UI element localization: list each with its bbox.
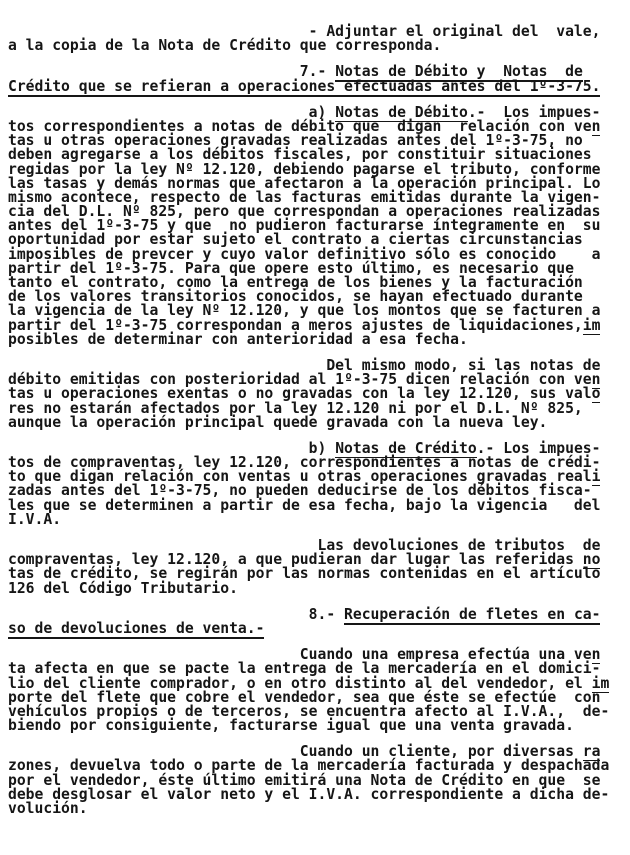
text-run: tas de crédito, se regirán por las normas contenidas en el artículo [8, 565, 601, 583]
text-run: oportunidad por estar sujeto el contrato a ciertas circunstancias [8, 231, 583, 249]
text-run: - Adjuntar el original del vale, [8, 23, 601, 40]
text-line [8, 413, 626, 431]
text-run: ta afecta en que se pacte la entrega de la mercadería en el domici- [8, 660, 601, 678]
underlined-text-run: Notas de Crédito [335, 439, 477, 457]
text-run: las tasas y demás normas que afectaron a la operación principal. Lo [8, 174, 601, 192]
text-line [8, 802, 626, 816]
text-run: debe desglosar el valor neto y el I.V.A. correspondiente a dicha de- [8, 785, 610, 803]
text-run: Las devoluciones de tributos de [8, 537, 601, 554]
text-run: zadas antes del 1º-3-75, no pueden deducirse de los débitos fisca- [8, 482, 592, 500]
text-run: regidas por la ley Nº 12.120, debiendo pagarse el tributo, conforme [8, 160, 601, 178]
text-run: .- Los impues- [476, 439, 601, 457]
underlined-text-run: Recuperación de fletes en ca- [344, 605, 601, 623]
underlined-text-run: ra [582, 743, 601, 761]
para-flete-venta-afecta [8, 648, 626, 733]
text-run: Cuando un cliente, por diversas [8, 743, 583, 761]
text-run: porte del flete que cobre el vendedor, sea que éste se efectúe con [8, 688, 601, 706]
para-devoluciones-tributos [8, 539, 626, 596]
text-run: lio del cliente comprador, o en otro distinto al del vendedor, el [8, 674, 592, 692]
text-run: 7.- [8, 63, 336, 81]
text-line [8, 510, 626, 528]
text-run: Cuando una empresa efectúa una ve [8, 646, 592, 664]
text-run: imposibles de prevcer y cuyo valor definitivo sólo es conocido a [8, 245, 601, 263]
underlined-text-run: Notas de Débito [335, 103, 468, 121]
text-run: biendo por consiguiente, facturarse igual que una venta gravada. [8, 717, 574, 735]
text-run: zones, devuelva todo o parte de la mercadería facturada y despachada [8, 757, 610, 775]
para-b-notas-de-credito [8, 439, 626, 528]
text-run: compraventas, ley 12.120, a que pudieran dar lugar las referidas [8, 551, 583, 569]
text-run: tos correspondientes a notas de débito que digan relación con ve [8, 117, 592, 135]
underlined-text-run: so de devoluciones de venta.- [8, 619, 265, 637]
text-run: tanto el contrato, como la entrega de los bienes y la facturación [8, 274, 583, 291]
underlined-text-run: n [591, 371, 601, 389]
document-body [8, 25, 626, 816]
underlined-text-run: Crédito que se refieran a operaciones efectuadas antes del 1º-3-75. [8, 77, 601, 95]
text-run: tas u operaciones exentas o no gravadas con la ley 12.120, sus val [8, 385, 592, 403]
text-run: tas u otras operaciones gravadas realizadas antes del 1º-3-75, no [8, 132, 583, 150]
text-run: les que se determinen a partir de esa fecha, bajo la vigencia del [8, 496, 601, 514]
underlined-text-run: no [582, 551, 601, 569]
text-run: vehículos propios o de terceros, se encuentra afecto al I.V.A., de- [8, 702, 610, 720]
para-devolucion-mercaderia [8, 745, 626, 816]
text-run: por el vendedor, éste último emitirá una Nota de Crédito en que se [8, 771, 601, 789]
para-adjuntar-original [8, 25, 626, 53]
text-run: deben agregarse a los débitos fiscales, por constituir situaciones [8, 146, 592, 164]
text-run: cia del D.L. Nº 825, pero que correspondan a operaciones realizadas [8, 203, 601, 221]
para-a-notas-de-debito [8, 103, 626, 348]
text-run: 8.- [8, 605, 345, 623]
text-run: .- Los impues- [467, 103, 601, 121]
text-run: débito emitidas con posterioridad al 1º-3-75 dicen relación con ve [8, 371, 592, 389]
text-line [8, 39, 626, 53]
underlined-text-run: im [582, 316, 601, 334]
text-run: Del mismo modo, si las notas de [8, 356, 601, 374]
text-run: partir del 1º-3-75. Para que opere esto último, es necesario que [8, 259, 574, 277]
text-run: tos de compraventas, ley 12.120, correspondientes a notas de crédi- [8, 454, 601, 472]
text-line [8, 719, 626, 733]
text-run: 126 del Código Tributario. [8, 579, 238, 597]
text-line [8, 579, 626, 597]
text-run: I.V.A. [8, 510, 62, 528]
text-run: to que digan relación con ventas u otras operaciones gravadas real [8, 468, 592, 486]
underlined-text-run: Notas de Débito y Notas de [335, 63, 583, 81]
text-line [8, 785, 626, 803]
text-run: antes del 1º-3-75 y que no pudieron facturarse íntegramente en su [8, 217, 601, 235]
underlined-text-run: n [591, 117, 601, 135]
underlined-text-run: n [591, 646, 601, 664]
heading-8-recuperacion-fletes [8, 605, 626, 637]
text-line [8, 496, 626, 514]
text-run: b) [8, 439, 336, 457]
text-run: posibles de determinar con anterioridad a esa fecha. [8, 330, 468, 348]
text-run: res no estarán afectados por la ley 12.120 ni por el D.L. Nº 825, [8, 399, 583, 417]
text-run: partir del 1º-3-75 correspondan a meros ajustes de liquidaciones, [8, 316, 583, 334]
text-run: aunque la operación principal quede gravada con la nueva ley. [8, 413, 548, 431]
text-run: a) [8, 103, 336, 121]
underlined-text-run: im [591, 674, 610, 692]
underlined-text-run: o [591, 385, 601, 403]
text-line [8, 77, 626, 95]
text-run: mismo acontece, respecto de las facturas emitidas durante la vigen- [8, 188, 601, 206]
text-run: volución. [8, 800, 88, 817]
text-run: la vigencia de la ley Nº 12.120, y que los montos que se facturen a [8, 302, 601, 320]
text-run: a la copia de la Nota de Crédito que corresponda. [8, 37, 442, 55]
para-del-mismo-modo [8, 356, 626, 431]
underlined-text-run: i [591, 468, 601, 486]
heading-7-notas-debito-credito [8, 65, 626, 93]
text-run: de los valores transitorios conocidos, se hayan efectuado durante [8, 288, 583, 306]
text-line [8, 330, 626, 348]
